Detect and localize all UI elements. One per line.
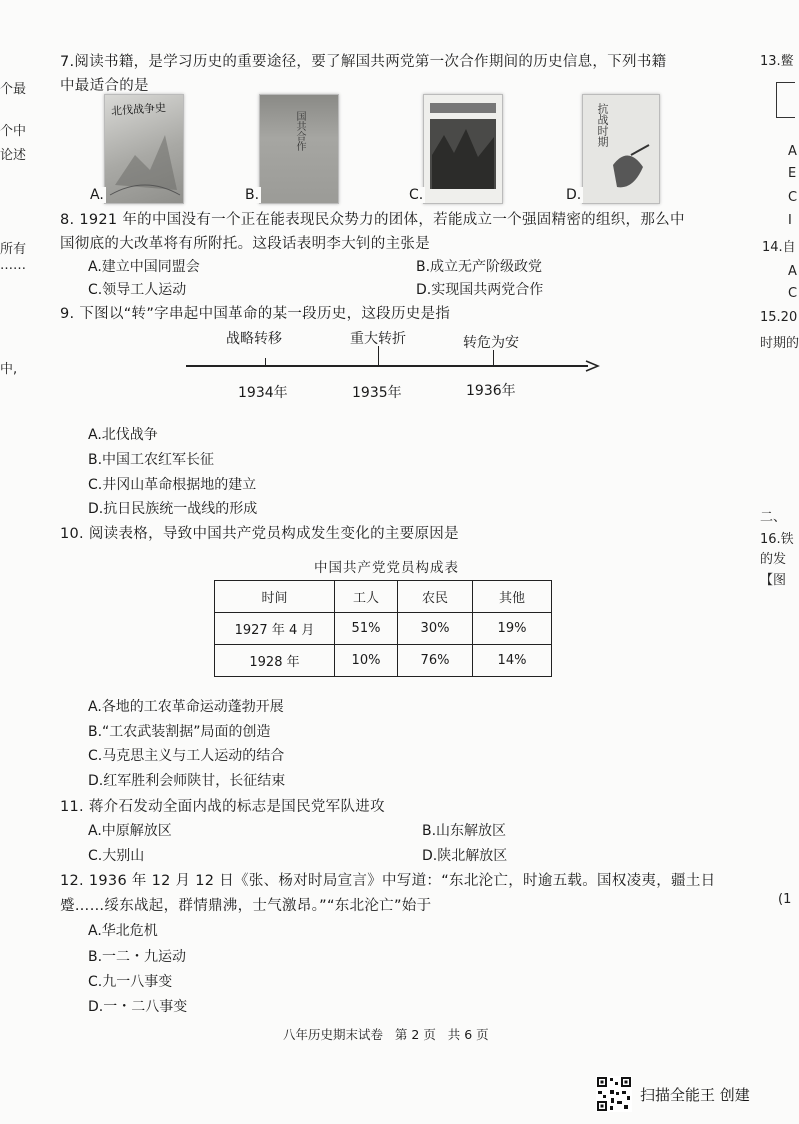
page-footer: 八年历史期末试卷 第 2 页 共 6 页 [283,1027,489,1042]
q11-stem: 11. 蒋介石发动全面内战的标志是国民党军队进攻 [60,799,385,815]
q9-option-a[interactable]: A.北伐战争 [88,427,158,443]
right-edge-text: (1 [778,892,792,907]
right-edge-text: 14.自 [762,240,796,255]
q8-stem: 8. 1921 年的中国没有一个正在能表现民众势力的团体，若能成立一个强固精密的组织，那么中 [60,212,685,228]
q12-option-c[interactable]: C.九一八事变 [88,974,173,990]
table-cell: 14% [473,645,552,677]
book-cover-title: 国共合作 [294,111,305,151]
right-edge-text: 13.鳖 [760,54,794,69]
qr-code-icon [596,1076,632,1112]
book-cover-art [105,95,183,203]
timeline-year: 1935年 [352,385,402,401]
q10-stem: 10. 阅读表格，导致中国共产党员构成发生变化的主要原因是 [60,526,459,542]
timeline-tick [493,350,494,367]
timeline-event: 转危为安 [463,335,519,351]
table-row [215,645,552,677]
q8-stem: 国彻底的大改革将有所附托。这段话表明李大钊的主张是 [60,236,430,252]
q10-option-a[interactable]: A.各地的工农革命运动蓬勃开展 [88,699,284,715]
q7-option-b[interactable]: B. [245,187,260,203]
timeline-year: 1934年 [238,385,288,401]
table-cell: 1928 年 [215,645,335,677]
timeline-event: 重大转折 [350,331,406,347]
timeline-arrow [586,359,600,373]
q9-option-b[interactable]: B.中国工农红军长征 [88,452,215,468]
right-edge-text: A [788,144,797,159]
table-cell: 10% [335,645,398,677]
right-edge-text: 15.20 [760,310,798,325]
table-cell: 76% [398,645,473,677]
right-edge-text: I [788,213,792,228]
table-header-cell: 农民 [398,581,473,613]
book-cover-a [104,94,184,204]
right-edge-text: C [788,190,798,205]
left-edge-text: 所有 [0,242,27,257]
q12-stem: 蹙……绥东战起，群情鼎沸，士气激昂。”“东北沦亡”始于 [60,898,432,914]
book-cover-title: 抗战时期 [596,103,609,147]
table-header-row [215,581,552,613]
left-edge-text: …… [0,258,26,273]
q8-option-b[interactable]: B.成立无产阶级政党 [416,259,543,275]
q7-option-d[interactable]: D. [566,187,582,203]
q8-option-d[interactable]: D.实现国共两党合作 [416,282,544,298]
book-cover-art [424,95,502,203]
right-edge-text: 【图 [760,573,787,588]
q9-option-c[interactable]: C.井冈山革命根据地的建立 [88,477,257,493]
book-cover-c [423,94,503,204]
right-edge-text: 的发 [760,552,787,567]
timeline-axis [186,365,588,367]
timeline-year: 1936年 [466,383,516,399]
timeline-tick [378,346,379,367]
left-edge-text: 中, [0,362,18,377]
left-edge-text: 个最 [0,82,27,97]
table-cell: 30% [398,613,473,645]
q10-option-b[interactable]: B.“工农武装割据”局面的创造 [88,724,271,740]
book-cover-b [259,94,339,204]
right-edge-text: C [788,286,798,301]
right-edge-text: 时期的 [760,336,799,351]
left-edge-text: 个中 [0,124,27,139]
party-member-table [214,580,552,677]
q10-option-c[interactable]: C.马克思主义与工人运动的结合 [88,748,285,764]
book-cover-d [582,94,660,204]
right-edge-text: A [788,264,797,279]
book-cover-art [583,95,659,203]
q11-option-d[interactable]: D.陕北解放区 [422,848,508,864]
table-cell: 19% [473,613,552,645]
table-cell: 51% [335,613,398,645]
table-header-cell: 工人 [335,581,398,613]
q12-option-a[interactable]: A.华北危机 [88,923,158,939]
q8-option-c[interactable]: C.领导工人运动 [88,282,187,298]
book-cover-title: 北伐战争史 [110,101,167,118]
q8-option-a[interactable]: A.建立中国同盟会 [88,259,200,275]
q12-option-b[interactable]: B.一二・九运动 [88,949,187,965]
q11-option-a[interactable]: A.中原解放区 [88,823,172,839]
q7-stem: 7.阅读书籍，是学习历史的重要途径，要了解国共两党第一次合作期间的历史信息，下列书籍 [60,54,667,70]
table-cell: 1927 年 4 月 [215,613,335,645]
scanner-watermark: 扫描全能王 创建 [640,1086,750,1104]
right-edge-text: E [788,166,797,181]
q10-option-d[interactable]: D.红军胜利会师陕甘，长征结束 [88,773,286,789]
timeline-event: 战略转移 [226,331,282,347]
table-row [215,613,552,645]
q12-stem: 12. 1936 年 12 月 12 日《张、杨对时局宣言》中写道：“东北沦亡，时逾五载。国权凌夷，疆土日 [60,873,716,889]
q9-stem: 9. 下图以“转”字串起中国革命的某一段历史，这段历史是指 [60,306,451,322]
right-edge-box [776,82,795,118]
left-edge-text: 论述 [0,148,27,163]
q11-option-c[interactable]: C.大别山 [88,848,145,864]
q7-option-c[interactable]: C. [409,187,424,203]
table-header-cell: 其他 [473,581,552,613]
table-title: 中国共产党党员构成表 [314,560,459,576]
right-edge-text: 二、 [760,510,787,525]
q7-stem: 中最适合的是 [60,78,149,94]
q9-option-d[interactable]: D.抗日民族统一战线的形成 [88,501,258,517]
timeline-tick [265,358,266,367]
q7-option-a[interactable]: A. [90,187,104,203]
q11-option-b[interactable]: B.山东解放区 [422,823,507,839]
right-edge-text: 16.铁 [760,532,794,547]
table-header-cell: 时间 [215,581,335,613]
q12-option-d[interactable]: D.一・二八事变 [88,999,188,1015]
